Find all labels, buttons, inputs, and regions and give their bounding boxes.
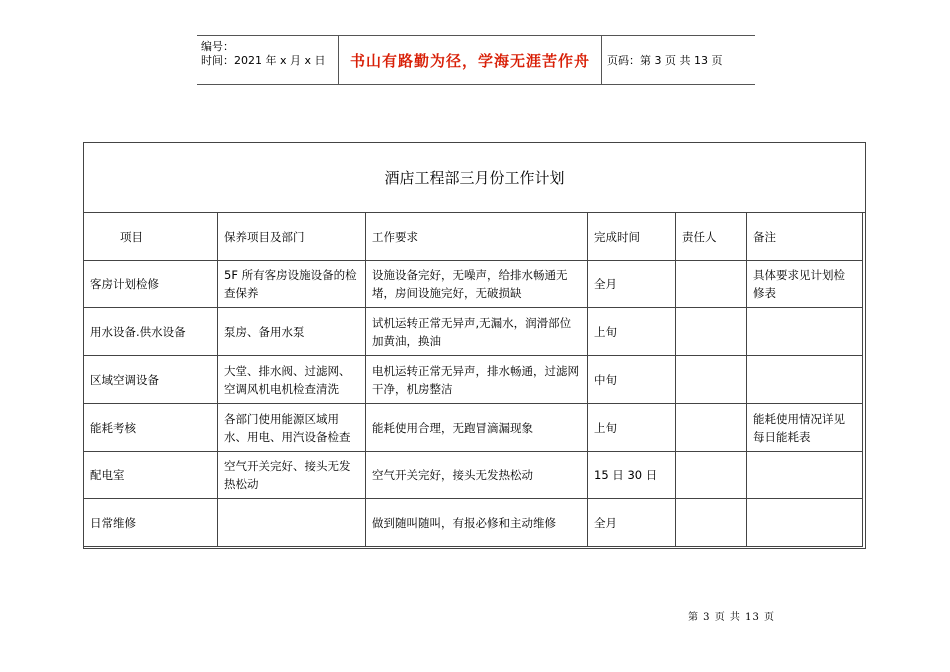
cell-time: 上旬 <box>588 308 676 356</box>
cell-requirement: 设施设备完好，无噪声，给排水畅通无堵，房间设施完好，无破损缺 <box>366 261 588 308</box>
date-label: 时间：2021 年 x 月 x 日 <box>201 54 326 67</box>
cell-owner <box>676 356 747 404</box>
plan-table <box>83 212 863 547</box>
table-row <box>84 404 863 452</box>
cell-scope: 5F 所有客房设施设备的检查保养 <box>218 261 366 308</box>
cell-note: 能耗使用情况详见每日能耗表 <box>747 404 863 452</box>
cell-item: 客房计划检修 <box>84 261 218 308</box>
cell-owner <box>676 261 747 308</box>
header-meta <box>197 36 337 84</box>
column-header: 工作要求 <box>366 213 588 261</box>
page-footer: 第 3 页 共 13 页 <box>688 612 775 623</box>
cell-owner <box>676 452 747 499</box>
cell-time: 中旬 <box>588 356 676 404</box>
cell-note <box>747 356 863 404</box>
table-row <box>84 499 863 547</box>
cell-scope: 大堂、排水阀、过滤网、空调风机电机检查清洗 <box>218 356 366 404</box>
cell-item: 用水设备.供水设备 <box>84 308 218 356</box>
column-header: 完成时间 <box>588 213 676 261</box>
column-header: 备注 <box>747 213 863 261</box>
cell-owner <box>676 404 747 452</box>
table-row <box>84 452 863 499</box>
cell-item: 配电室 <box>84 452 218 499</box>
cell-item: 能耗考核 <box>84 404 218 452</box>
table-header-row <box>84 213 863 261</box>
cell-time: 全月 <box>588 261 676 308</box>
column-header: 保养项目及部门 <box>218 213 366 261</box>
cell-item: 日常维修 <box>84 499 218 547</box>
column-header: 责任人 <box>676 213 747 261</box>
cell-time: 15 日 30 日 <box>588 452 676 499</box>
number-label: 编号： <box>201 40 234 53</box>
table-row <box>84 356 863 404</box>
cell-scope: 各部门使用能源区域用水、用电、用汽设备检查 <box>218 404 366 452</box>
cell-requirement: 做到随叫随叫，有报必修和主动维修 <box>366 499 588 547</box>
cell-item: 区域空调设备 <box>84 356 218 404</box>
cell-requirement: 电机运转正常无异声，排水畅通，过滤网干净，机房整洁 <box>366 356 588 404</box>
cell-note: 具体要求见计划检修表 <box>747 261 863 308</box>
page-label: 页码：第 3 页 共 13 页 <box>607 54 723 67</box>
table-row <box>84 261 863 308</box>
cell-owner <box>676 499 747 547</box>
cell-scope <box>218 499 366 547</box>
table-row <box>84 308 863 356</box>
document-title: 酒店工程部三月份工作计划 <box>84 143 865 213</box>
cell-time: 上旬 <box>588 404 676 452</box>
cell-time: 全月 <box>588 499 676 547</box>
cell-requirement: 空气开关完好，接头无发热松动 <box>366 452 588 499</box>
cell-requirement: 能耗使用合理，无跑冒滴漏现象 <box>366 404 588 452</box>
motto: 书山有路勤为径，学海无涯苦作舟 <box>338 36 602 84</box>
cell-note <box>747 308 863 356</box>
cell-scope: 泵房、备用水泵 <box>218 308 366 356</box>
cell-owner <box>676 308 747 356</box>
column-header: 项目 <box>84 213 218 261</box>
cell-scope: 空气开关完好、接头无发热松动 <box>218 452 366 499</box>
cell-note <box>747 499 863 547</box>
cell-requirement: 试机运转正常无异声,无漏水，润滑部位加黄油，换油 <box>366 308 588 356</box>
page-header <box>197 35 755 85</box>
cell-note <box>747 452 863 499</box>
plan-document <box>83 142 866 549</box>
